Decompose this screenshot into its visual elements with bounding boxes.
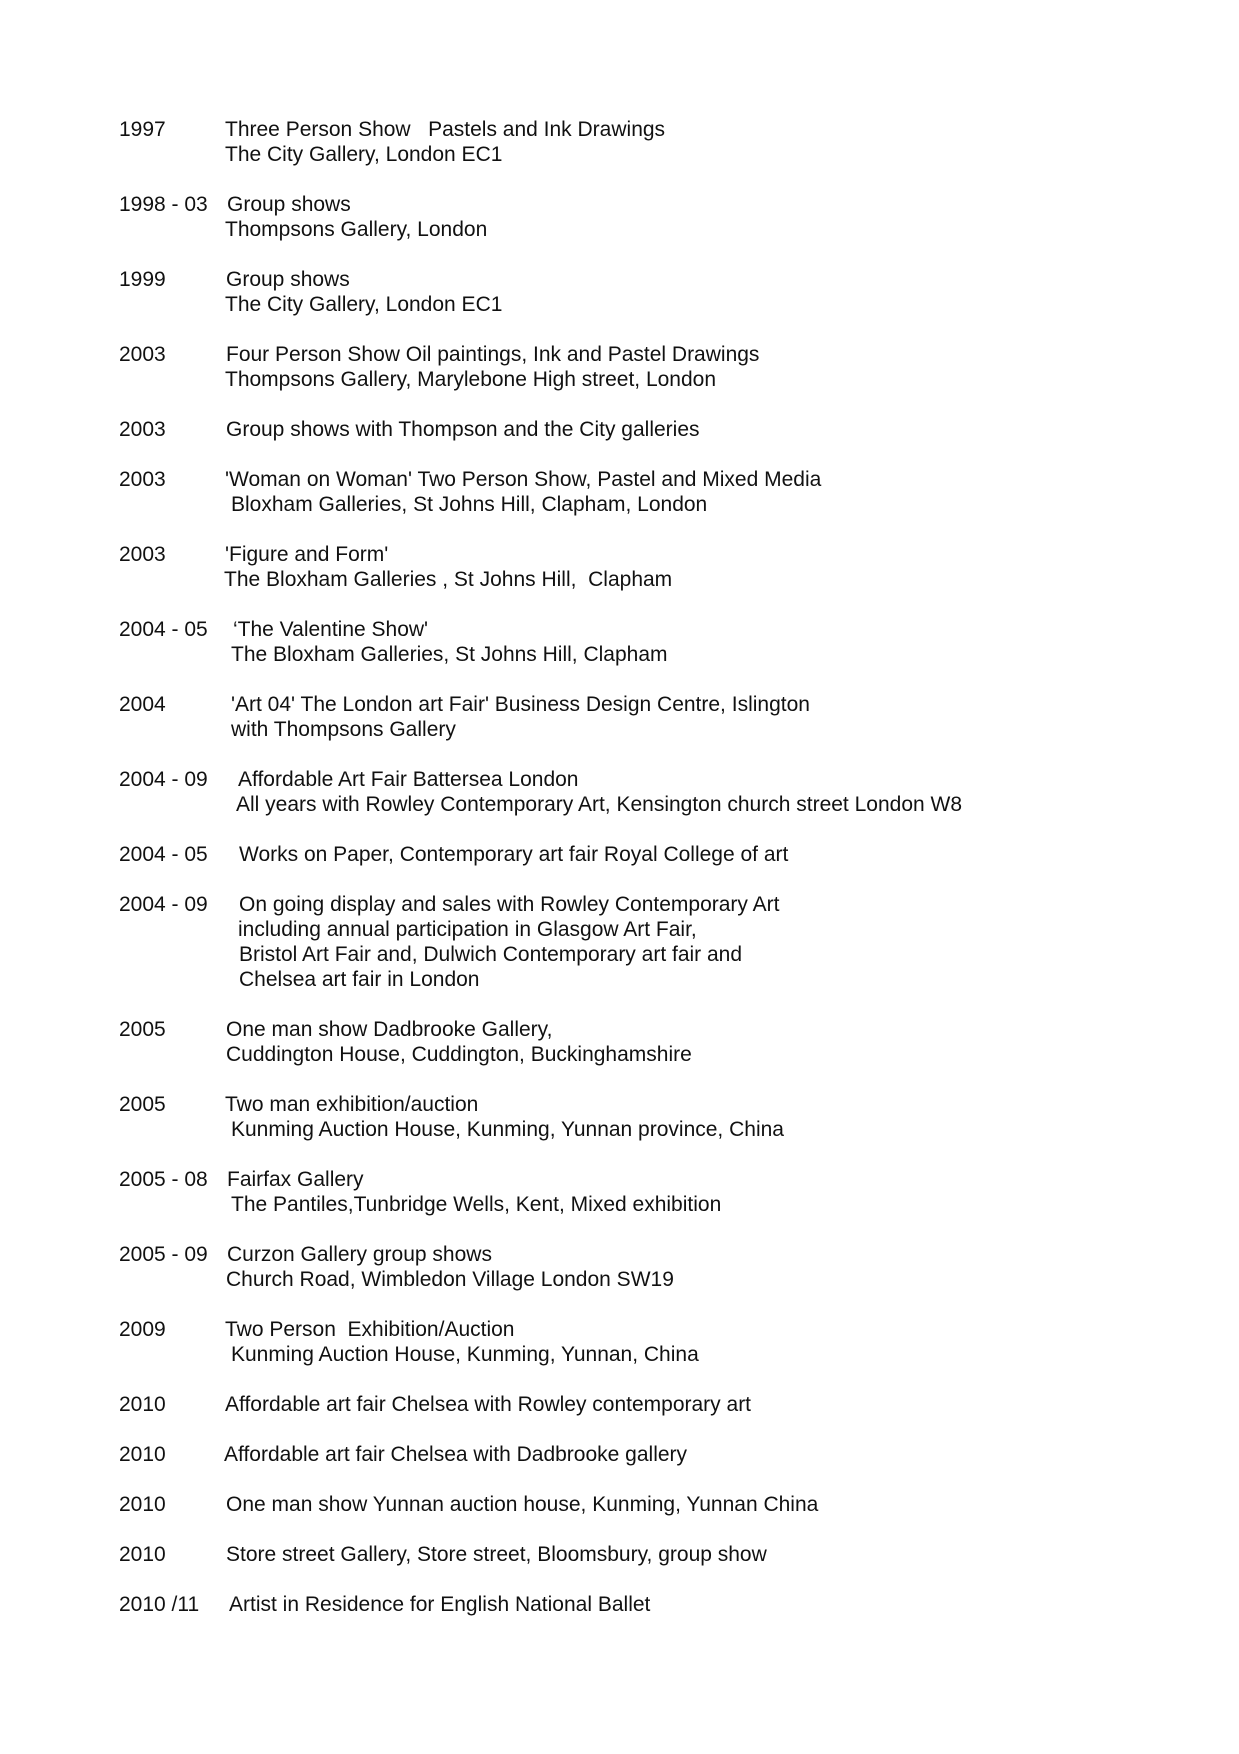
entry-year: 2010	[119, 1543, 166, 1566]
entry-year: 2004 - 09	[119, 768, 208, 791]
entry-detail: Chelsea art fair in London	[239, 968, 480, 991]
entry-year: 2005 - 09	[119, 1243, 208, 1266]
exhibition-entry	[119, 267, 1199, 317]
entry-description: Store street Gallery, Store street, Bloomsbury, group show	[226, 1543, 767, 1566]
entry-description: Artist in Residence for English National Ballet	[229, 1593, 651, 1616]
entry-description: ‘The Valentine Show'	[233, 618, 429, 641]
entry-detail: Cuddington House, Cuddington, Buckinghamshire	[226, 1043, 692, 1066]
exhibition-entry	[119, 542, 1199, 592]
entry-description: Three Person Show Pastels and Ink Drawings	[225, 118, 666, 141]
exhibition-entry	[119, 1492, 1199, 1517]
entry-year: 2004 - 05	[119, 843, 208, 866]
exhibition-entry	[119, 1317, 1199, 1367]
entry-year: 2004 - 05	[119, 618, 208, 641]
entry-detail: Bloxham Galleries, St Johns Hill, Clapham, London	[231, 493, 708, 516]
exhibition-entry	[119, 842, 1199, 867]
exhibition-entry	[119, 1167, 1199, 1217]
exhibition-entry	[119, 117, 1199, 167]
entry-year: 2005	[119, 1018, 166, 1041]
entry-detail: Kunming Auction House, Kunming, Yunnan, China	[231, 1343, 699, 1366]
exhibition-entry	[119, 417, 1199, 442]
entry-detail: with Thompsons Gallery	[231, 718, 456, 741]
entry-description: One man show Yunnan auction house, Kunming, Yunnan China	[226, 1493, 819, 1516]
entry-description: 'Figure and Form'	[225, 543, 389, 566]
entry-year: 2010	[119, 1443, 166, 1466]
exhibition-entry	[119, 892, 1199, 992]
entry-description: Four Person Show Oil paintings, Ink and Pastel Drawings	[226, 343, 760, 366]
entry-year: 1997	[119, 118, 166, 141]
entry-description: Two man exhibition/auction	[225, 1093, 479, 1116]
entry-detail: Thompsons Gallery, Marylebone High street, London	[225, 368, 717, 391]
entry-year: 2003	[119, 418, 166, 441]
entry-description: Affordable art fair Chelsea with Rowley contemporary art	[225, 1393, 752, 1416]
entry-description: One man show Dadbrooke Gallery,	[226, 1018, 553, 1041]
entry-description: On going display and sales with Rowley Contemporary Art	[239, 893, 780, 916]
entry-description: Group shows with Thompson and the City galleries	[226, 418, 700, 441]
entry-detail: Bristol Art Fair and, Dulwich Contemporary art fair and	[239, 943, 743, 966]
entry-detail: The Pantiles,Tunbridge Wells, Kent, Mixed exhibition	[231, 1193, 722, 1216]
entry-year: 2005 - 08	[119, 1168, 208, 1191]
entry-detail: The City Gallery, London EC1	[225, 293, 503, 316]
exhibition-entry	[119, 1392, 1199, 1417]
entry-detail: The Bloxham Galleries , St Johns Hill, Clapham	[224, 568, 673, 591]
entry-year: 2005	[119, 1093, 166, 1116]
entry-description: Works on Paper, Contemporary art fair Royal College of art	[239, 843, 789, 866]
entry-year: 1999	[119, 268, 166, 291]
entry-description: 'Art 04' The London art Fair' Business Design Centre, Islington	[231, 693, 810, 716]
entry-description: Two Person Exhibition/Auction	[225, 1318, 515, 1341]
exhibition-entry	[119, 692, 1199, 742]
entry-year: 1998 - 03	[119, 193, 208, 216]
entry-year: 2010 /11	[119, 1593, 200, 1616]
exhibition-entry	[119, 1242, 1199, 1292]
entry-year: 2009	[119, 1318, 166, 1341]
exhibition-entry	[119, 1542, 1199, 1567]
entry-detail: The City Gallery, London EC1	[225, 143, 503, 166]
exhibition-entry	[119, 1592, 1199, 1617]
exhibition-entry	[119, 1442, 1199, 1467]
entry-detail: Kunming Auction House, Kunming, Yunnan province, China	[231, 1118, 784, 1141]
entry-detail: including annual participation in Glasgow Art Fair,	[238, 918, 697, 941]
entry-detail: All years with Rowley Contemporary Art, Kensington church street London W8	[236, 793, 963, 816]
entry-description: Affordable Art Fair Battersea London	[238, 768, 579, 791]
entry-year: 2004 - 09	[119, 893, 208, 916]
entry-year: 2004	[119, 693, 166, 716]
exhibition-entry	[119, 192, 1199, 242]
entry-description: Curzon Gallery group shows	[227, 1243, 492, 1266]
exhibition-entry	[119, 342, 1199, 392]
entry-year: 2003	[119, 343, 166, 366]
entry-detail: Thompsons Gallery, London	[225, 218, 488, 241]
exhibition-entry	[119, 617, 1199, 667]
entry-description: Affordable art fair Chelsea with Dadbrooke gallery	[224, 1443, 688, 1466]
entry-description: 'Woman on Woman' Two Person Show, Pastel and Mixed Media	[225, 468, 822, 491]
exhibition-entry	[119, 767, 1199, 817]
entry-year: 2003	[119, 468, 166, 491]
entry-year: 2010	[119, 1493, 166, 1516]
entry-detail: The Bloxham Galleries, St Johns Hill, Clapham	[231, 643, 668, 666]
entry-description: Group shows	[227, 193, 351, 216]
entry-year: 2010	[119, 1393, 166, 1416]
entry-year: 2003	[119, 543, 166, 566]
entry-description: Fairfax Gallery	[227, 1168, 364, 1191]
exhibition-entry	[119, 1092, 1199, 1142]
entry-detail: Church Road, Wimbledon Village London SW19	[226, 1268, 674, 1291]
exhibition-entry	[119, 1017, 1199, 1067]
entry-description: Group shows	[226, 268, 350, 291]
exhibition-entry	[119, 467, 1199, 517]
